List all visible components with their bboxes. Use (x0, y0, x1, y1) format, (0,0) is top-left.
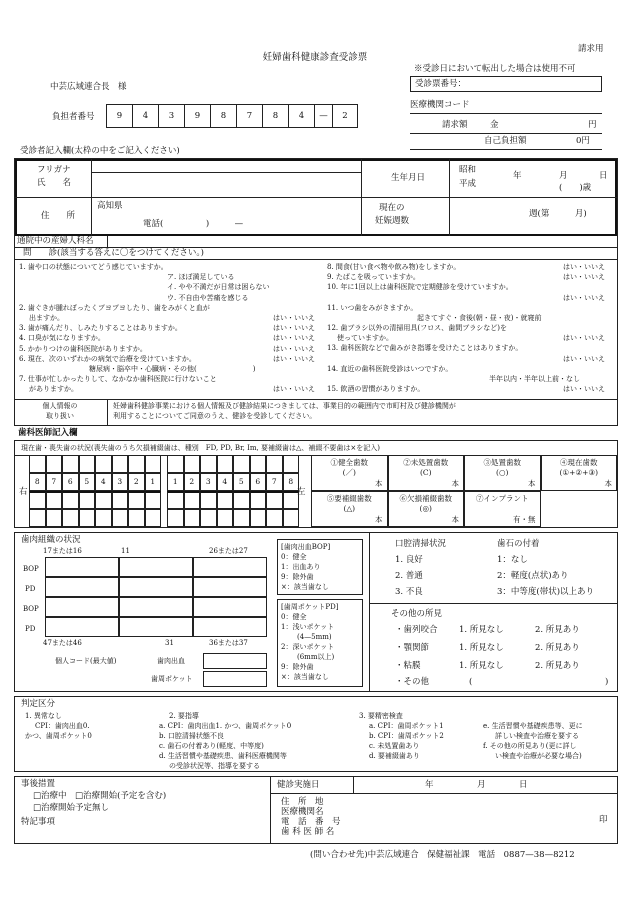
tooth-cell[interactable] (250, 509, 267, 527)
count-cell[interactable] (311, 491, 388, 527)
tooth-cell[interactable] (233, 509, 250, 527)
count-cell[interactable] (388, 455, 465, 491)
gum-cell[interactable] (45, 577, 119, 597)
count-unit: 有・無 (513, 515, 536, 524)
count-cell[interactable] (464, 491, 541, 527)
form-title: 妊婦歯科健康診査受診票 (262, 52, 368, 63)
jisshi-label: 健診実施日 (277, 780, 320, 790)
seikyu-field[interactable]: 請求額 金 円 (410, 120, 602, 134)
count-sub: (C) (419, 468, 432, 477)
seal-mark: 印 (599, 815, 608, 825)
tooth-cell[interactable] (250, 455, 267, 473)
tooth-cell[interactable] (266, 509, 283, 527)
bop-legend: [歯肉出血BOP] 0：健全 1：出血あり 9：除外歯 ×：該当歯なし (277, 539, 363, 595)
tooth-cell[interactable] (79, 509, 96, 527)
tooth-cell[interactable] (29, 491, 46, 509)
futan-number (106, 104, 358, 128)
tooth-cell[interactable] (128, 509, 145, 527)
tooth-cell[interactable] (167, 509, 184, 527)
tokki-label: 特記事項 (21, 817, 56, 827)
tooth-cell[interactable]: 6 (250, 473, 267, 491)
futan-digit: 4 (133, 105, 159, 127)
showa-label: 昭和 (459, 165, 477, 175)
tooth-cell[interactable] (79, 491, 96, 509)
address-label: 住 所 (41, 211, 76, 221)
addressee: 中芸広域連合長 様 (50, 82, 127, 92)
footer-block: 事後措置 □治療中 □治療開始(予定を含む) □治療開始予定無し 特記事項 健診実施日 年 月 日 住 所 地 医療機関名 電 話 番 号 歯 科 医 師 名 印 (14, 776, 618, 844)
gum-block: 歯肉組織の状況 17または16 11 26または27 BOP PD BOP PD 47または46 31 36または37 個人コード(最大値) 歯肉出血 歯周ポケット [歯肉出血BOP] 0：健全 1：出血あり 9：除外歯 ×：該当歯なし [歯周ポケットPD] 0：健全 1：浅いポケット (4—5mm) 2：深いポケット (6mm以上) 9：除外歯 ×：該当歯なし 口腔清掃状況 1. 良好 2. 普通 3. 不良 歯石の付着 1：なし 2：軽度(点状)あり 3：中等度(帯状)以上あり その他の所見 ・歯列咬合 1. 所見なし 2. 所見あり ・顎関節 1. 所見なし 2. 所見あり ・粘膜 1. 所見なし 2. 所見あり ・その他 ( ) (14, 532, 618, 692)
tooth-cell[interactable] (112, 455, 129, 473)
gum-cell[interactable] (193, 577, 267, 597)
tooth-cell[interactable]: 7 (266, 473, 283, 491)
gum-cell[interactable] (193, 597, 267, 617)
tooth-cell[interactable]: 2 (184, 473, 201, 491)
koku-title: 口腔清掃状況 (395, 539, 447, 549)
tooth-cell[interactable]: 3 (200, 473, 217, 491)
count-label: ④現在歯数 (560, 458, 598, 467)
gum-cell[interactable] (45, 617, 119, 637)
count-label: ③処置歯数 (483, 458, 521, 467)
gum-cell[interactable] (119, 557, 193, 577)
tooth-cell[interactable]: 8 (283, 473, 300, 491)
jukenno-field[interactable]: 受診票番号： (410, 76, 602, 92)
tooth-cell[interactable]: 4 (95, 473, 112, 491)
tooth-cell[interactable]: 5 (79, 473, 96, 491)
weeks-field[interactable]: 週(第 月) (529, 209, 587, 219)
futan-digit: 8 (263, 105, 289, 127)
futan-digit: 9 (107, 105, 133, 127)
tooth-cell[interactable] (112, 491, 129, 509)
futan-digit: 2 (342, 111, 348, 121)
privacy-label-1: 個人情報の (42, 402, 78, 410)
futan-digit: 8 (211, 105, 237, 127)
clinic-info: 住 所 地 医療機関名 電 話 番 号 歯 科 医 師 名 (281, 797, 341, 837)
tooth-cell[interactable] (62, 455, 79, 473)
hidari-label: 左 (297, 487, 306, 497)
tooth-cell[interactable] (46, 491, 63, 509)
phone-field[interactable]: 電話( ) — (143, 219, 244, 229)
gum-grid (45, 557, 267, 637)
jigo-options-1[interactable]: □治療中 □治療開始(予定を含む) (33, 791, 167, 801)
tooth-cell[interactable] (184, 491, 201, 509)
tooth-cell[interactable] (184, 509, 201, 527)
shiseki-title: 歯石の付着 (497, 539, 540, 549)
tooth-cell[interactable] (283, 455, 300, 473)
count-sub: (①+②+③) (559, 468, 599, 477)
count-label: ⑦インプラント (476, 494, 529, 503)
count-unit: 本 (604, 479, 612, 488)
count-sub: (／) (342, 468, 356, 477)
tooth-cell[interactable] (95, 491, 112, 509)
count-unit: 本 (451, 515, 459, 524)
privacy-text-2: 利用することについてご同意のうえ、健診を受診してください。 (113, 412, 317, 420)
gum-cell[interactable] (193, 557, 267, 577)
furigana-label: フリガナ (37, 165, 71, 175)
tooth-cell[interactable] (283, 491, 300, 509)
tooth-cell[interactable] (200, 455, 217, 473)
tooth-cell[interactable] (145, 491, 162, 509)
tooth-cell[interactable] (200, 509, 217, 527)
futan-label: 負担者番号 (52, 112, 95, 122)
tooth-cell[interactable]: 5 (233, 473, 250, 491)
patient-form: フリガナ 氏 名 生年月日 昭和 平成 年 月 日 ( )歳 住 所 高知県 電話( ) — 現在の 妊娠週数 週(第 月) 通院中の産婦人科名 問 診(該当する答えに〇をつけてください。) 1. 歯や口の状態についてどう感じていますか。 ア. ほぼ満足している イ. やや不満だが日常は困らない ウ. 不自由や苦痛を感じる 2. 歯ぐきが腫れぼったくブヨブヨしたり、歯をみがくと血が 出ますか。 はい・いいえ 3. 歯が痛んだり、しみたりすることはありますか。 はい・いいえ 4. 口臭が気になりますか。 はい・いいえ 5. かかりつけの歯科医院がありますか。 はい・いいえ 6. 現在、次のいずれかの病気で治療を受けていますか。 はい・いいえ 糖尿病・脳卒中・心臓病・その他( ) 7. 仕事が忙しかったりして、なかなか歯科医院に行けないこと がありますか。 はい・いいえ 8. 間食(甘い食べ物や飲み物)をしますか。 はい・いいえ 9. たばこを吸っていますか。 はい・いいえ 10. 年に1回以上は歯科医院で定期健診を受けていますか。 はい・いいえ 11. いつ歯をみがきますか。 起きてすぐ・食後(朝・昼・夜)・就寝前 12. 歯ブラシ以外の清掃用具(フロス、歯間ブラシなど)を 使っていますか。 はい・いいえ 13. 歯科医院などで歯みがき指導を受けたことはありますか。 はい・いいえ 14. 直近の歯科医院受診はいつですか。 半年以内・半年以上前・なし 15. 飲酒の習慣がありますか。 はい・いいえ 個人情報の 取り扱い 妊婦歯科健診事業における個人情報及び健診結果につきましては、事業目的の範囲内で市町村及び健診機関が 利用することについてご同意のうえ、健診を受診してください。 (14, 158, 618, 426)
count-label: ⑥欠損補綴歯数 (399, 494, 452, 503)
tooth-cell[interactable]: 8 (29, 473, 46, 491)
tooth-cell[interactable] (217, 509, 234, 527)
tooth-cell[interactable] (29, 455, 46, 473)
questions-left: 1. 歯や口の状態についてどう感じていますか。 ア. ほぼ満足している イ. やや不満だが日常は困らない ウ. 不自由や苦痛を感じる 2. 歯ぐきが腫れぼったくブヨブヨしたり、歯をみがくと血が 出ますか。 はい・いいえ 3. 歯が痛んだり、しみたりすることはありますか。 はい・いいえ 4. 口臭が気になりますか。 はい・いいえ 5. かかりつけの歯科医院がありますか。 はい・いいえ 6. 現在、次のいずれかの病気で治療を受けていますか。 はい・いいえ 糖尿病・脳卒中・心臓病・その他( ) 7. 仕事が忙しかったりして、なかなか歯科医院に行けないこと がありますか。 はい・いいえ (19, 263, 315, 394)
count-label: ⑤要補綴歯数 (326, 494, 372, 503)
count-sub: (◎) (419, 504, 432, 513)
jigo-label: 事後措置 (21, 779, 56, 789)
count-unit: 本 (528, 479, 536, 488)
tooth-cell[interactable] (95, 455, 112, 473)
tooth-cell[interactable] (167, 491, 184, 509)
tooth-cell[interactable] (233, 455, 250, 473)
tooth-cell[interactable] (46, 455, 63, 473)
counts-grid (311, 455, 617, 527)
tooth-cell[interactable] (29, 509, 46, 527)
tooth-cell[interactable]: 1 (167, 473, 184, 491)
tooth-cell[interactable] (167, 455, 184, 473)
futan-digit: 4 (289, 105, 315, 127)
kojin-code-label: 個人コード(最大値) (55, 657, 117, 665)
jiko-field: 自己負担額 0円 (410, 136, 602, 150)
tooth-cell[interactable]: 1 (145, 473, 162, 491)
kikan-code-field[interactable]: 医療機関コード (410, 100, 602, 114)
tooth-cell[interactable] (79, 455, 96, 473)
heisei-label: 平成 (459, 179, 477, 189)
count-cell[interactable] (311, 455, 388, 491)
gum-cell[interactable] (45, 597, 119, 617)
questions-right: 8. 間食(甘い食べ物や飲み物)をしますか。 はい・いいえ 9. たばこを吸っていますか。 はい・いいえ 10. 年に1回以上は歯科医院で定期健診を受けていますか。 はい・いいえ 11. いつ歯をみがきますか。 起きてすぐ・食後(朝・昼・夜)・就寝前 12. 歯ブラシ以外の清掃用具(フロス、歯間ブラシなど)を 使っていますか。 はい・いいえ 13. 歯科医院などで歯みがき指導を受けたことはありますか。 はい・いいえ 14. 直近の歯科医院受診はいつですか。 半年以内・半年以上前・なし 15. 飲酒の習慣がありますか。 はい・いいえ (327, 263, 605, 394)
tooth-cell[interactable] (200, 491, 217, 509)
count-cell[interactable] (388, 491, 465, 527)
tooth-cell[interactable] (233, 491, 250, 509)
tooth-cell[interactable] (128, 455, 145, 473)
gum-cell[interactable] (119, 597, 193, 617)
count-unit: 本 (451, 479, 459, 488)
sanfujinka-label: 通院中の産婦人科名 (17, 236, 94, 246)
ninshin-label: 妊娠週数 (375, 216, 410, 226)
tooth-cell[interactable] (128, 491, 145, 509)
count-sub: (△) (343, 504, 356, 513)
tooth-cell[interactable] (250, 491, 267, 509)
tooth-cell[interactable] (217, 491, 234, 509)
tooth-cell[interactable] (283, 509, 300, 527)
futan-dash: — (315, 105, 333, 127)
privacy-text-1: 妊婦歯科健診事業における個人情報及び健診結果につきましては、事業目的の範囲内で市町村及び健診機関が (113, 402, 456, 410)
count-label: ②未処置歯数 (403, 458, 449, 467)
question-header: 問 診(該当する答えに〇をつけてください。) (23, 248, 204, 258)
hantei-block: 判定区分 1. 異常なし CPI：歯肉出血0. かつ、歯周ポケット0 2. 要指導 a. CPI：歯肉出血1. かつ、歯周ポケット0 b. 口腔清掃状態不良 c. 歯石の付着あり(軽度、中等度) d. 生活習慣や基礎疾患、歯科医療機関等 の受診状況等、指導を要する 3. 要精密検査 a. CPI：歯周ポケット1 b. CPI：歯周ポケット2 c. 未処置歯あり d. 要補綴歯あり e. 生活習慣や基礎疾患等、更に 詳しい検査や治療を要する f. その他の所見あり(更に詳し い検査や治療が必要な場合) (14, 696, 618, 772)
tooth-cell[interactable] (184, 455, 201, 473)
tooth-cell[interactable] (62, 509, 79, 527)
dentist-section-title: 歯科医師記入欄 (18, 428, 78, 438)
tooth-cell[interactable] (62, 491, 79, 509)
kochi-label: 高知県 (97, 201, 123, 211)
name-label: 氏 名 (37, 178, 72, 188)
tooth-cell[interactable] (112, 509, 129, 527)
futan-digit: 7 (237, 105, 263, 127)
tooth-cell[interactable]: 6 (62, 473, 79, 491)
gum-title: 歯肉組織の状況 (21, 535, 81, 545)
age-field[interactable]: ( )歳 (559, 183, 592, 193)
bop-code-field[interactable] (203, 653, 267, 669)
tooth-cell[interactable] (266, 455, 283, 473)
tooth-cell[interactable]: 7 (46, 473, 63, 491)
futan-digit: 9 (185, 105, 211, 127)
tooth-cell[interactable]: 4 (217, 473, 234, 491)
futan-digit: 3 (159, 105, 185, 127)
patient-section-title: 受診者記入欄(太枠の中をご記入ください) (20, 146, 180, 156)
birth-label: 生年月日 (391, 173, 426, 183)
tooth-cell[interactable]: 3 (112, 473, 129, 491)
count-label: ①健全歯数 (330, 458, 368, 467)
pd-legend: [歯周ポケットPD] 0：健全 1：浅いポケット (4—5mm) 2：深いポケット (6mm以上) 9：除外歯 ×：該当歯なし (277, 599, 363, 687)
tooth-cell[interactable] (217, 455, 234, 473)
sonota-title: その他の所見 (391, 609, 443, 619)
gum-cell[interactable] (193, 617, 267, 637)
gum-cell[interactable] (119, 617, 193, 637)
hantei-title: 判定区分 (21, 699, 56, 709)
count-unit: 本 (375, 479, 383, 488)
tooth-cell[interactable] (95, 509, 112, 527)
tooth-cell[interactable] (266, 491, 283, 509)
teeth-grid (29, 455, 293, 527)
tooth-cell[interactable] (145, 509, 162, 527)
teeth-chart (14, 440, 618, 528)
gum-cell[interactable] (45, 557, 119, 577)
contact-line: (問い合わせ先)中芸広域連合 保健福祉課 電話 0887—38—8212 (310, 850, 575, 860)
count-cell[interactable] (464, 455, 541, 491)
tooth-cell[interactable] (145, 455, 162, 473)
privacy-label-2: 取り扱い (46, 412, 74, 420)
seikyu-label: 請求用 (578, 44, 604, 54)
gum-cell[interactable] (119, 577, 193, 597)
migi-label: 右 (19, 487, 28, 497)
count-sub: (○) (496, 468, 509, 477)
count-unit: 本 (375, 515, 383, 524)
count-cell[interactable] (541, 455, 618, 491)
tooth-cell[interactable]: 2 (128, 473, 145, 491)
tooth-cell[interactable] (46, 509, 63, 527)
teeth-chart-title: 現在歯・喪失歯の状況(喪失歯のうち欠損補綴歯は、種別 FD, PD, Br, Im, 要補綴歯は△、補綴不要歯は×を記入) (21, 444, 380, 452)
transfer-note: ※受診日において転出した場合は使用不可 (414, 64, 576, 74)
jigo-options-2[interactable]: □治療開始予定無し (33, 803, 110, 813)
pd-code-field[interactable] (203, 671, 267, 687)
